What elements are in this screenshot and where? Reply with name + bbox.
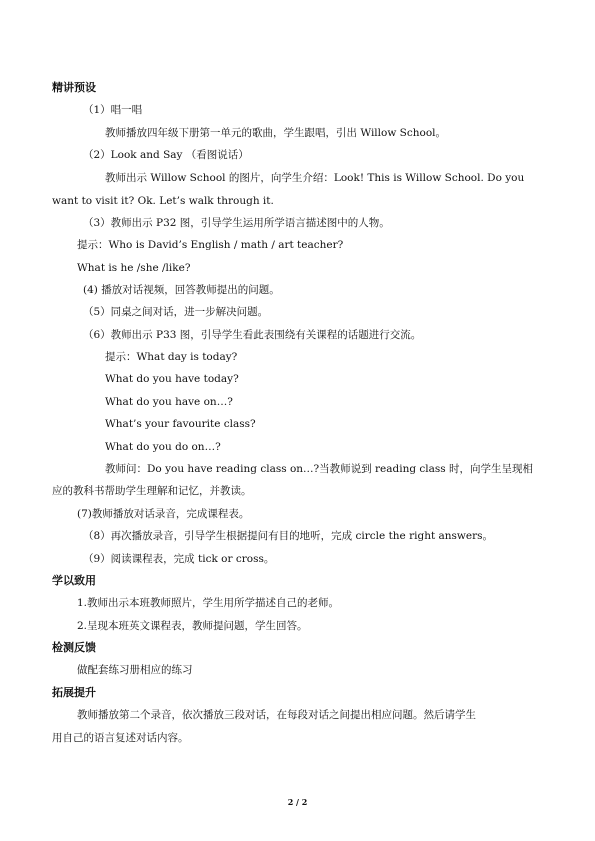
paragraph-line: 教师播放四年级下册第一单元的歌曲，学生跟唱，引出 Willow School。: [105, 127, 447, 139]
paragraph-line: 提示：What day is today?: [105, 351, 238, 363]
paragraph-line: （3）教师出示 P32 图，引导学生运用所学语言描述图中的人物。: [83, 217, 390, 229]
paragraph-line: (4) 播放对话视频，回答教师提出的问题。: [83, 284, 280, 296]
section-heading: 学以致用: [52, 574, 96, 587]
paragraph-line: What’s your favourite class?: [105, 418, 256, 430]
paragraph-line: 教师播放第二个录音，依次播放三段对话，在每段对话之间提出相应问题。然后请学生: [77, 709, 476, 721]
paragraph-line: 应的教科书帮助学生理解和记忆，并教读。: [52, 485, 252, 497]
paragraph-line: 做配套练习册相应的练习: [77, 664, 193, 676]
section-heading: 精讲预设: [52, 81, 96, 94]
paragraph-line: What do you do on…?: [105, 441, 221, 453]
page-number: 2 / 2: [287, 797, 308, 807]
paragraph-line: 教师问：Do you have reading class on…?当教师说到 reading class 时，向学生呈现相: [105, 463, 534, 475]
paragraph-line: （8）再次播放录音，引导学生根据提问有目的地听，完成 circle the right answers。: [83, 530, 494, 542]
section-heading: 拓展提升: [52, 686, 96, 699]
paragraph-line: (7)教师播放对话录音，完成课程表。: [77, 508, 250, 520]
paragraph-line: want to visit it? Ok. Let’s walk through it.: [52, 195, 274, 207]
paragraph-line: （5）同桌之间对话，进一步解决问题。: [83, 306, 269, 318]
paragraph-line: （6）教师出示 P33 图，引导学生看此表围绕有关课程的话题进行交流。: [83, 329, 422, 341]
paragraph-line: 1.教师出示本班教师照片，学生用所学描述自己的老师。: [77, 597, 340, 609]
paragraph-line: （2）Look and Say （看图说话）: [83, 149, 249, 161]
paragraph-line: 2.呈现本班英文课程表，教师提问题，学生回答。: [77, 620, 308, 632]
paragraph-line: （9）阅读课程表，完成 tick or cross。: [83, 553, 275, 565]
paragraph-line: What do you have on…?: [105, 396, 233, 408]
paragraph-line: What is he /she /like?: [77, 262, 191, 274]
paragraph-line: 提示：Who is David’s English / math / art teacher?: [77, 239, 344, 251]
paragraph-line: 教师出示 Willow School 的图片，向学生介绍：Look! This is Willow School. Do you: [105, 172, 525, 184]
paragraph-line: 用自己的语言复述对话内容。: [52, 732, 189, 744]
paragraph-line: （1）唱一唱: [83, 104, 143, 116]
paragraph-line: What do you have today?: [105, 373, 239, 385]
section-heading: 检测反馈: [52, 641, 96, 654]
